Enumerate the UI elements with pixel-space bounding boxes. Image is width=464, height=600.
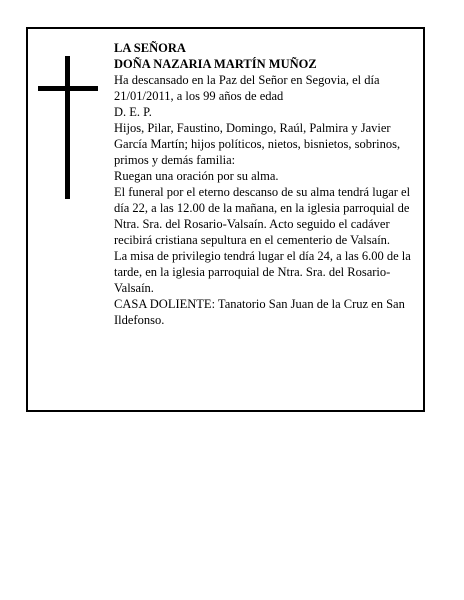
funeral-home: CASA DOLIENTE: Tanatorio San Juan de la Cruz en San Ildefonso.: [114, 297, 405, 327]
cross-vertical-bar: [65, 56, 70, 199]
deceased-name: DOÑA NAZARIA MARTÍN MUÑOZ: [114, 57, 317, 71]
obituary-notice: [26, 27, 425, 412]
cross-horizontal-bar: [38, 86, 98, 91]
notice-text: [114, 40, 419, 328]
mass-details: La misa de privilegio tendrá lugar el día 24, a las 6.00 de la tarde, en la iglesia parroquial de Ntra. Sra. del Rosario-Valsaín.: [114, 249, 411, 295]
family-members: Hijos, Pilar, Faustino, Domingo, Raúl, Palmira y Javier García Martín; hijos políticos, nietos, bisnietos, sobrinos, primos y demás familia:: [114, 121, 401, 167]
notice-title: LA SEÑORA: [114, 41, 186, 55]
prayer-request: Ruegan una oración por su alma.: [114, 169, 279, 183]
death-announcement: Ha descansado en la Paz del Señor en Segovia, el día 21/01/2011, a los 99 años de edad: [114, 73, 380, 103]
cross-icon: [38, 56, 98, 199]
funeral-details: El funeral por el eterno descanso de su alma tendrá lugar el día 22, a las 12.00 de la mañana, en la iglesia parroquial de Ntra. Sra. del Rosario-Valsaín. Acto seguido el cadáver recibirá cristiana sepultura en el cementerio de Valsaín.: [114, 185, 411, 247]
rest-in-peace: D. E. P.: [114, 105, 152, 119]
